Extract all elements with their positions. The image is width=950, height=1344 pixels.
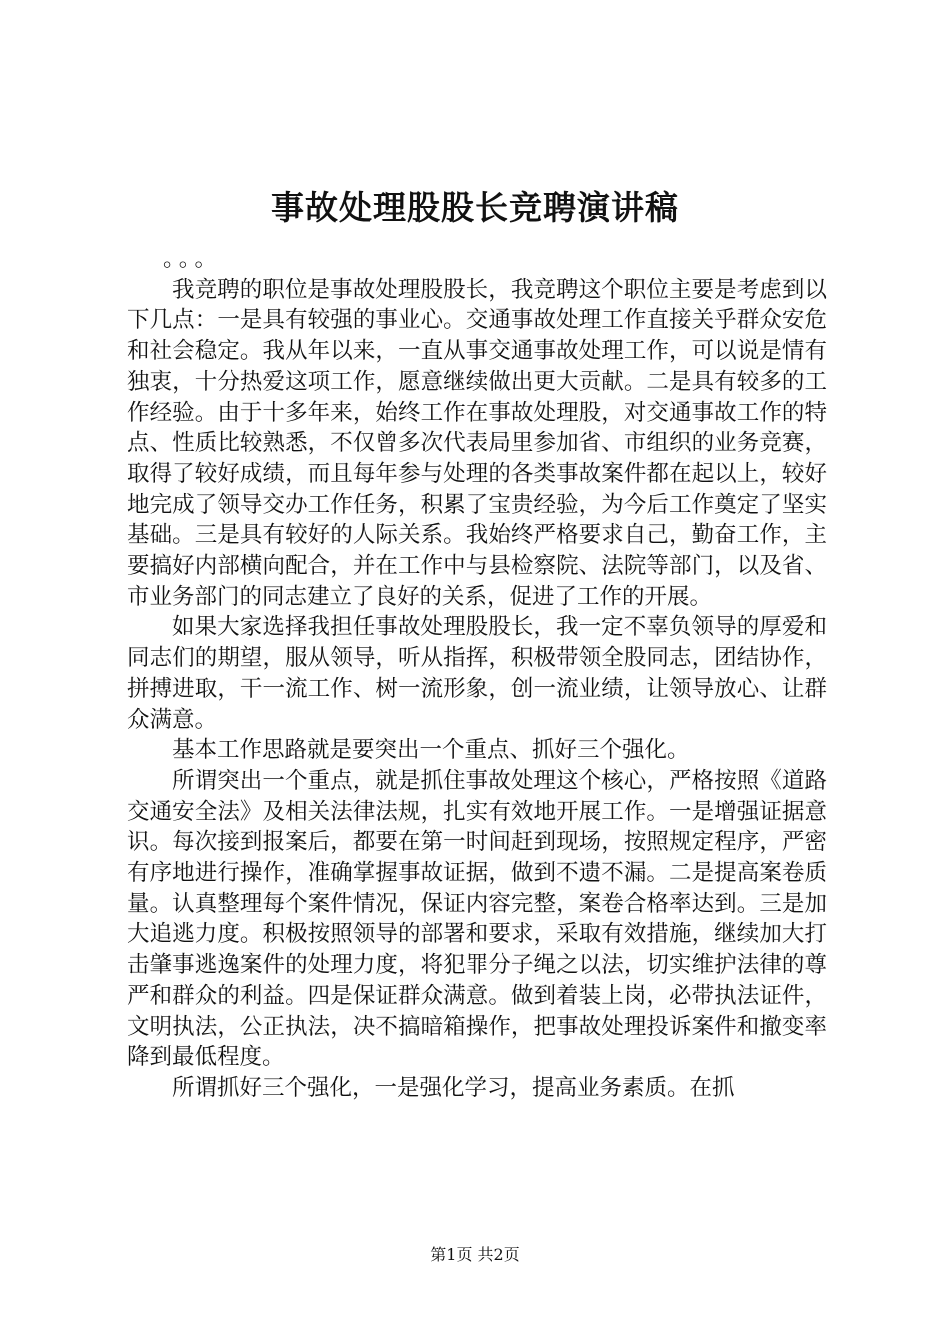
paragraph: 我竞聘的职位是事故处理股股长，我竞聘这个职位主要是考虑到以下几点：一是具有较强的事业心。交通事故处理工作直接关乎群众安危和社会稳定。我从年以来，一直从事交通事故处理工作，可以说是情有独衷，十分热爱这项工作，愿意继续做出更大贡献。二是具有较多的工作经验。由于十多年来，始终工作在事故处理股，对交通事故工作的特点、性质比较熟悉，不仅曾多次代表局里参加省、市组织的业务竞赛，取得了较好成绩，而且每年参与处理的各类事故案件都在起以上，较好地完成了领导交办工作任务，积累了宝贵经验，为今后工作奠定了坚实基础。三是具有较好的人际关系。我始终严格要求自己，勤奋工作，主要搞好内部横向配合，并在工作中与县检察院、法院等部门，以及省、市业务部门的同志建立了良好的关系，促进了工作的开展。 (127, 276, 827, 610)
paragraph: 如果大家选择我担任事故处理股股长，我一定不辜负领导的厚爱和同志们的期望，服从领导，听从指挥，积极带领全股同志，团结协作，拼搏进取，干一流工作、树一流形象，创一流业绩，让领导放心、让群众满意。 (127, 614, 827, 733)
document-body (127, 244, 827, 1104)
paragraph: 基本工作思路就是要突出一个重点、抓好三个强化。 (172, 737, 690, 764)
paragraph-ellipsis: 。。。 (163, 246, 222, 272)
paragraph: 所谓抓好三个强化，一是强化学习，提高业务素质。在抓 (172, 1074, 735, 1101)
page-number-footer: 第1页 共2页 (430, 1245, 520, 1264)
document-title: 事故处理股股长竞聘演讲稿 (271, 188, 679, 227)
paragraph: 所谓突出一个重点，就是抓住事故处理这个核心，严格按照《道路交通安全法》及相关法律法规，扎实有效地开展工作。一是增强证据意识。每次接到报案后，都要在第一时间赶到现场，按照规定程序，严密有序地进行操作，准确掌握事故证据，做到不遗不漏。二是提高案卷质量。认真整理每个案件情况，保证内容完整，案卷合格率达到。三是加大追逃力度。积极按照领导的部署和要求，采取有效措施，继续加大打击肇事逃逸案件的处理力度，将犯罪分子绳之以法，切实维护法律的尊严和群众的利益。四是保证群众满意。做到着装上岗，必带执法证件，文明执法，公正执法，决不搞暗箱操作，把事故处理投诉案件和撤变率降到最低程度。 (127, 767, 827, 1071)
